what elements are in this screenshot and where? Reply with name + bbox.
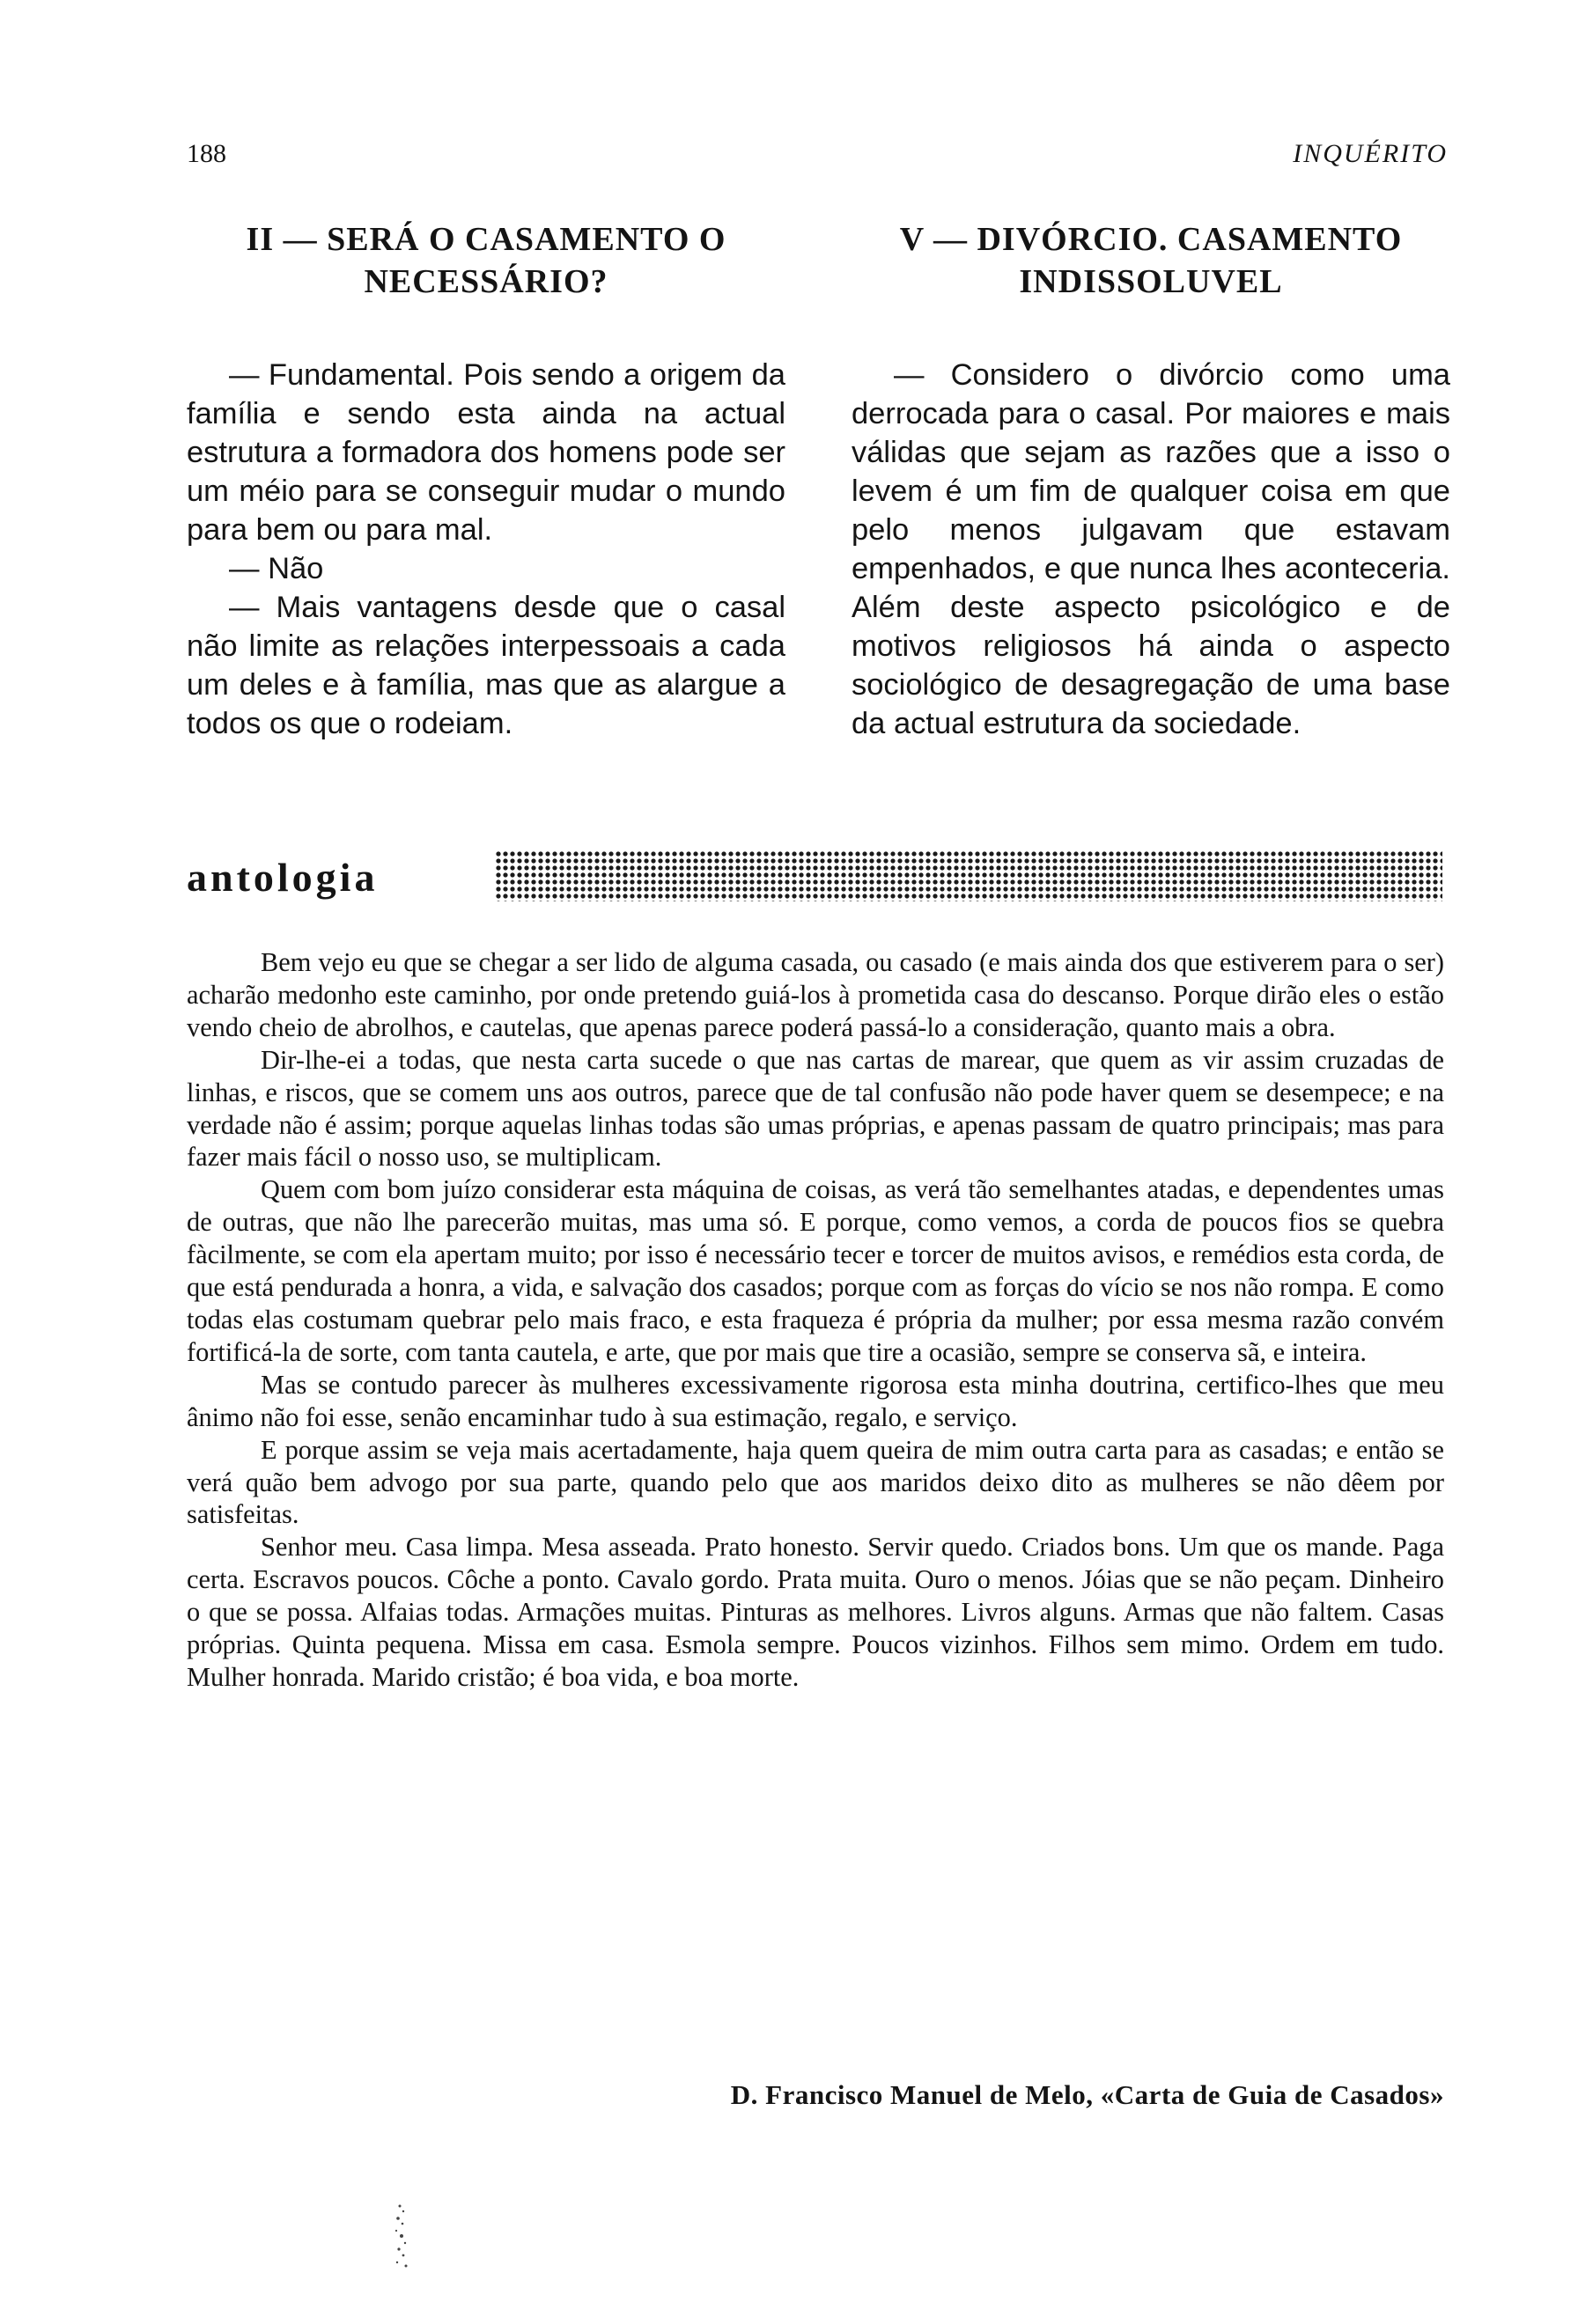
antologia-paragraph: E porque assim se veja mais acertadamente, haja quem queira de mim outra carta para as casadas; e então se verá quão bem advogo por sua parte, quando pelo que aos maridos deixo dito as mulheres se não dêem por satisfeitas. <box>187 1434 1444 1530</box>
right-heading-line1: V — DIVÓRCIO. CASAMENTO <box>899 221 1403 258</box>
right-paragraph: — Considero o divórcio como uma derrocada para o casal. Por maiores e mais válidas que sejam as razões que a isso o levem é um fim de qualquer coisa em que pelo menos julgavam que estavam empenhados, e que nunca lhes aconteceria. Além deste aspecto psicológico e de motivos religiosos há ainda o aspecto sociológico de desagregação de uma base da actual estrutura da sociedade. <box>852 358 1450 740</box>
ink-smudge <box>387 2201 414 2271</box>
left-column-heading <box>187 218 785 303</box>
antologia-title: antologia <box>187 855 379 900</box>
left-heading-line2: NECESSÁRIO? <box>364 263 608 300</box>
antologia-paragraph: Senhor meu. Casa limpa. Mesa asseada. Prato honesto. Servir quedo. Criados bons. Um que os mande. Paga certa. Escravos poucos. Côche a ponto. Cavalo gordo. Prata muita. Ouro o menos. Jóias que se não peçam. Dinheiro o que se possa. Alfaias todas. Armações muitas. Pinturas as melhores. Livros alguns. Armas que não faltem. Casas próprias. Quinta pequena. Missa em casa. Esmola sempre. Poucos vizinhos. Filhos sem mimo. Ordem em tudo. Mulher honrada. Marido cristão; é boa vida, e boa morte. <box>187 1532 1444 1692</box>
page-number: 188 <box>187 139 226 168</box>
left-heading-line1: II — SERÁ O CASAMENTO O <box>246 221 726 258</box>
left-column <box>187 218 785 743</box>
right-column <box>852 218 1450 743</box>
left-column-body <box>187 356 785 743</box>
antologia-paragraph: Mas se contudo parecer às mulheres excessivamente rigorosa esta minha doutrina, certifico-lhes que meu ânimo não foi esse, senão encaminhar tudo à sua estimação, regalo, e serviço. <box>187 1369 1444 1432</box>
left-paragraph: — Não <box>229 552 324 585</box>
right-column-heading <box>852 218 1450 303</box>
right-column-body <box>852 356 1450 743</box>
antologia-paragraph: Bem vejo eu que se chegar a ser lido de alguma casada, ou casado (e mais ainda dos que estiverem para o ser) acharão medonho este caminho, por onde pretendo guiá-los à prometida casa do descanso. Porque dirão eles o estão vendo cheio de abrolhos, e cautelas, que apenas parece poderá passá-lo a consideração, quanto mais a obra. <box>187 947 1444 1042</box>
running-head: INQUÉRITO <box>1293 139 1448 168</box>
antologia-body <box>187 946 1444 1694</box>
right-heading-line2: INDISSOLUVEL <box>1019 263 1283 300</box>
antologia-attribution: D. Francisco Manuel de Melo, «Carta de Guia de Casados» <box>730 2079 1444 2110</box>
antologia-dotted-bar <box>495 850 1442 901</box>
antologia-paragraph: Dir-lhe-ei a todas, que nesta carta sucede o que nas cartas de marear, que quem as vir assim cruzadas de linhas, e riscos, que se comem uns aos outros, parece que de tal confusão não pode haver quem se desempece; e na verdade não é assim; porque aquelas linhas todas são umas próprias, e apenas passam de quatro principais; mas para fazer mais fácil o nosso uso, se multiplicam. <box>187 1044 1444 1173</box>
antologia-paragraph: Quem com bom juízo considerar esta máquina de coisas, as verá tão semelhantes atadas, e dependentes umas de outras, que não lhe parecerão muitas, mas uma só. E porque, como vemos, a corda de poucos fios se quebra fàcilmente, se com ela apertam muito; por isso é necessário tecer e torcer de muitos avisos, e remédios esta corda, de que está pendurada a honra, a vida, e salvação dos casados; porque com as forças do vício se nos não rompa. E como todas elas costumam quebrar pelo mais fraco, e esta fraqueza é própria da mulher; por essa mesma razão convém fortificá-la de sorte, com tanta cautela, e arte, que por mais que tire a ocasião, sempre se conserva sã, e inteira. <box>187 1174 1444 1367</box>
left-paragraph: — Fundamental. Pois sendo a origem da família e sendo esta ainda na actual estrutura a formadora dos homens pode ser um méio para se conseguir mudar o mundo para bem ou para mal. <box>187 358 785 547</box>
left-paragraph: — Mais vantagens desde que o casal não limite as relações interpessoais a cada um deles e à família, mas que as alargue a todos os que o rodeiam. <box>187 591 785 740</box>
